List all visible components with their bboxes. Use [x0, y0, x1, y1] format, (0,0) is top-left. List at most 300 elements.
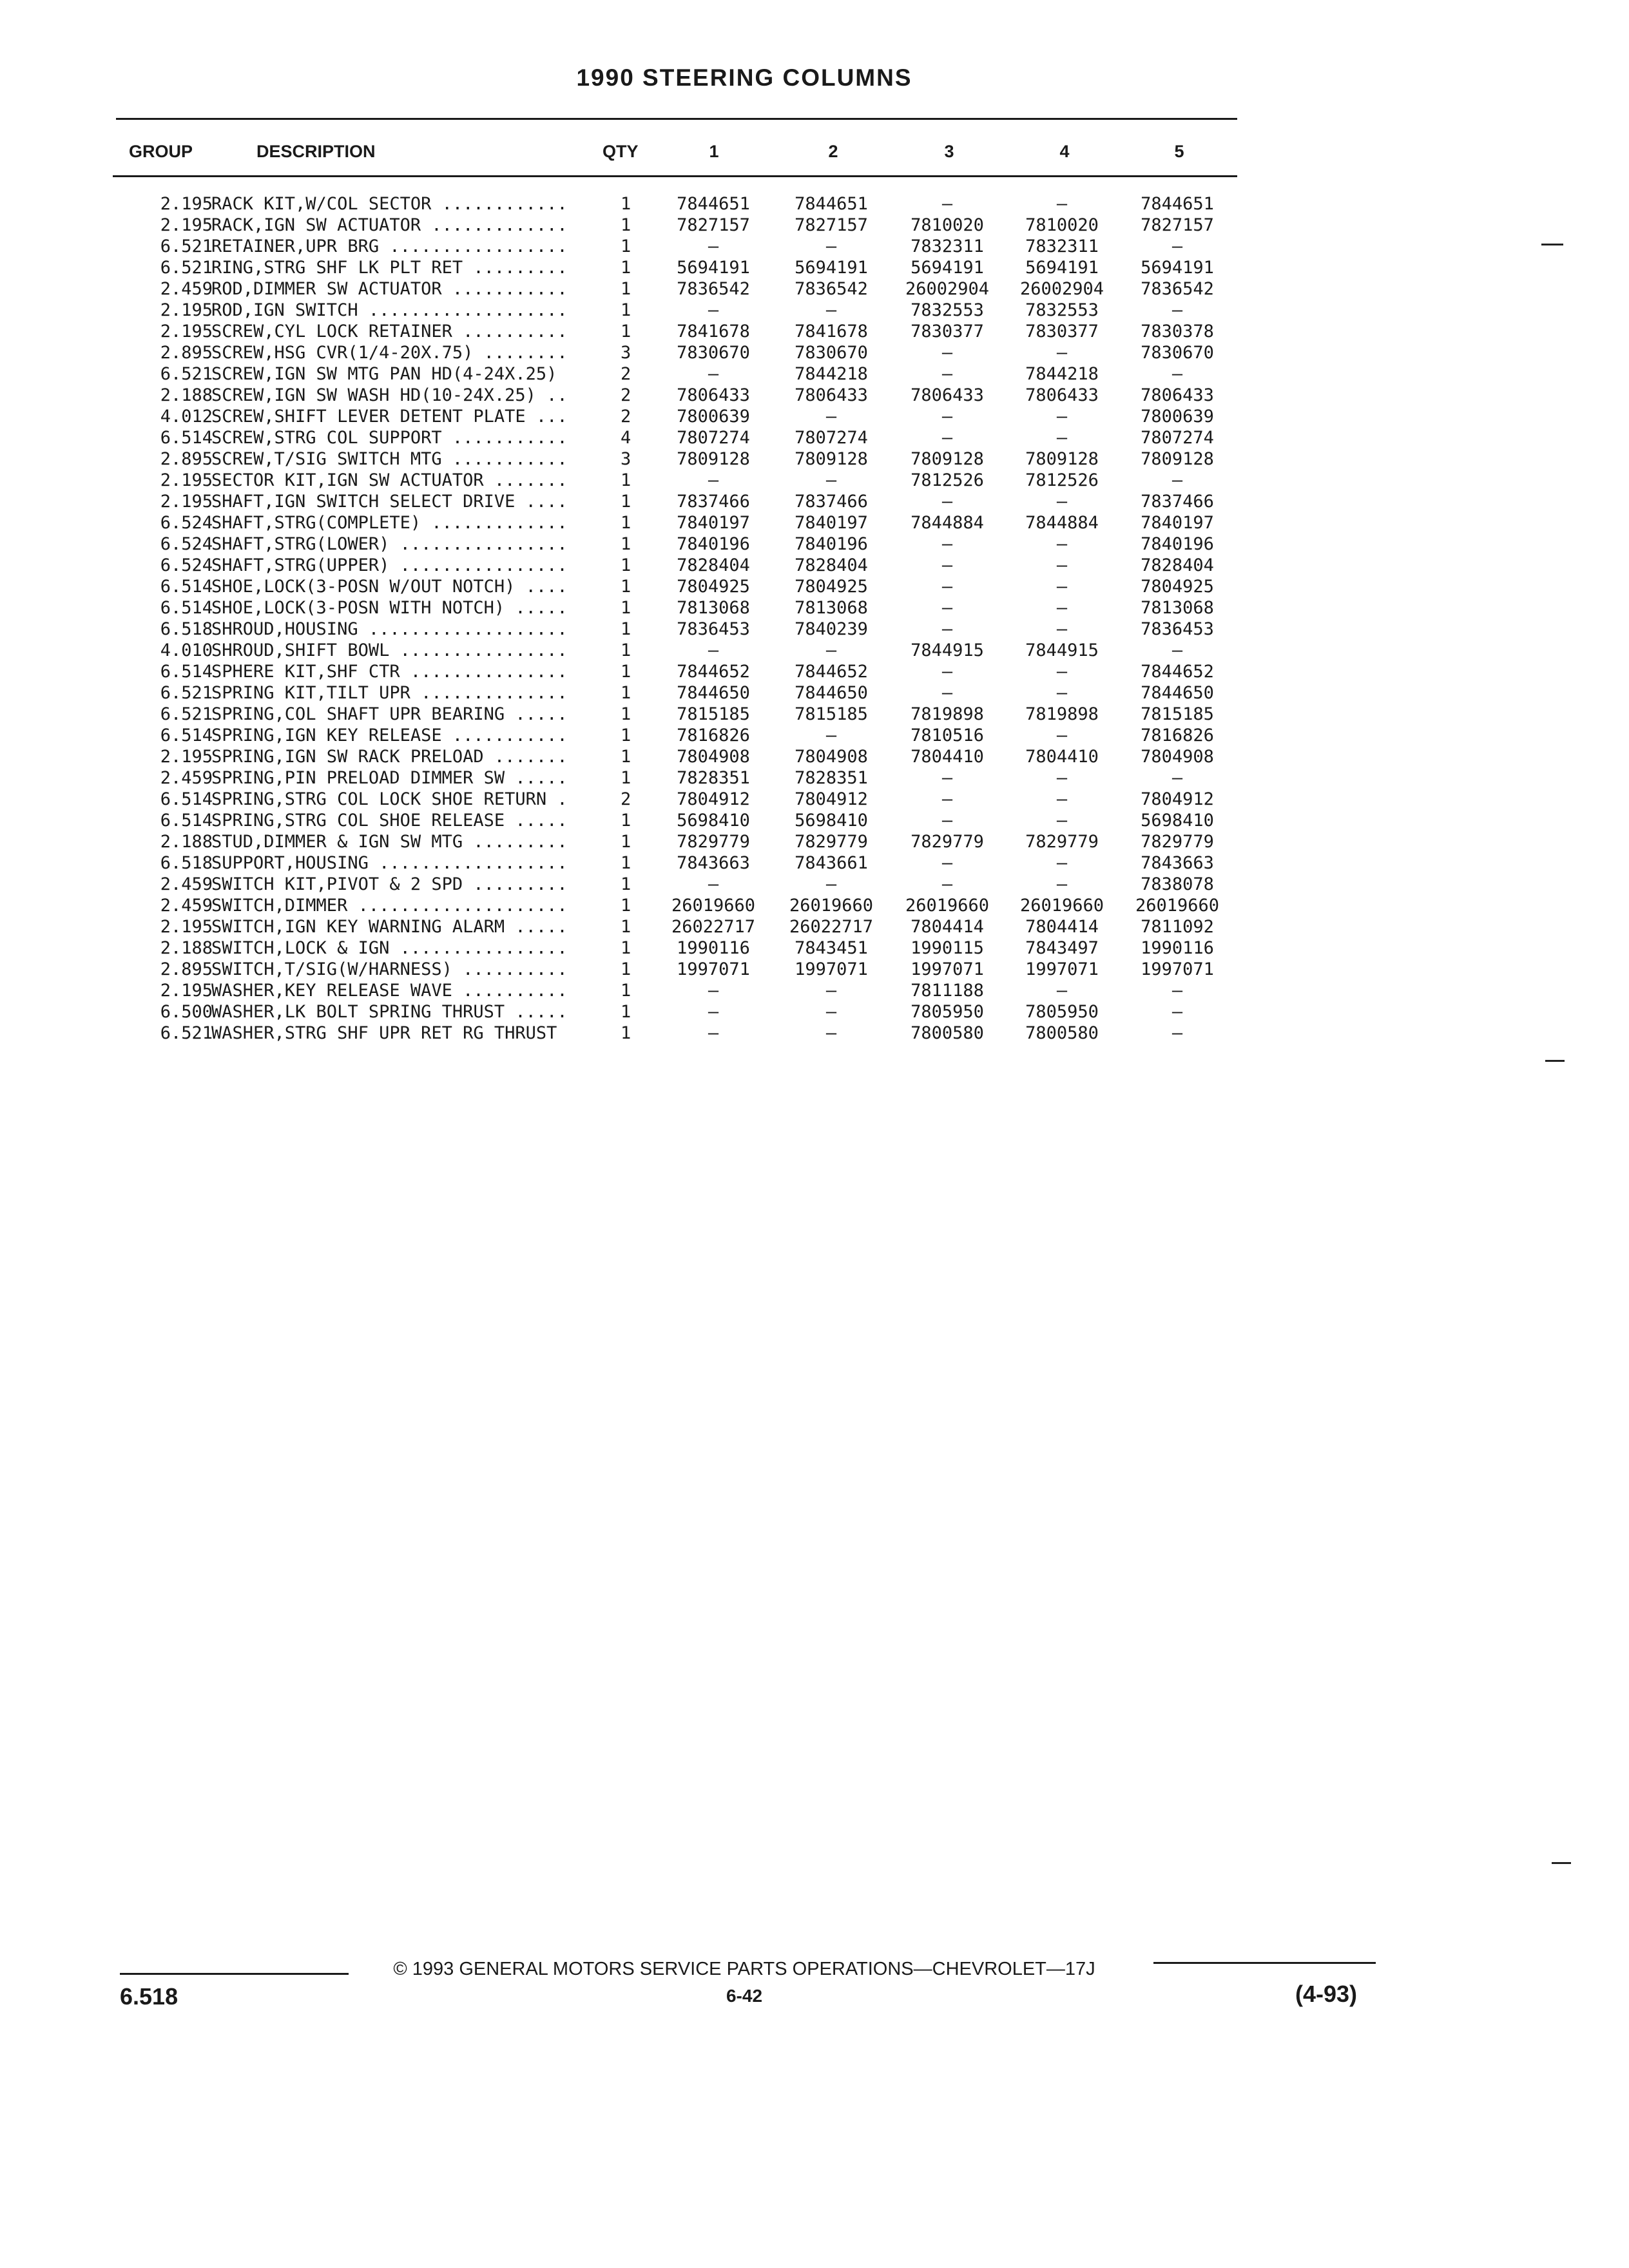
- part-number-col-2: 7807274: [795, 428, 868, 448]
- qty-cell: 1: [621, 470, 631, 490]
- part-number-col-1: —: [708, 981, 719, 1001]
- part-number-col-2: 7841678: [795, 322, 868, 341]
- group-cell: 6.514: [160, 789, 213, 809]
- part-number-col-1: 7815185: [677, 704, 750, 724]
- group-cell: 6.521: [160, 364, 213, 384]
- part-number-col-3: —: [941, 577, 953, 597]
- part-number-col-2: —: [825, 874, 837, 894]
- part-number-col-2: —: [825, 407, 837, 427]
- part-number-col-4: —: [1056, 683, 1068, 703]
- qty-cell: 2: [621, 407, 631, 427]
- margin-mark: [1552, 1862, 1571, 1864]
- table-row: [0, 1023, 1289, 1044]
- description-cell: SUPPORT,HOUSING ..................: [211, 853, 568, 873]
- group-cell: 2.195: [160, 492, 213, 512]
- part-number-col-4: —: [1056, 598, 1068, 618]
- part-number-col-2: 7844218: [795, 364, 868, 384]
- description-cell: SPRING,STRG COL SHOE RELEASE .....: [211, 811, 568, 831]
- qty-cell: 1: [621, 896, 631, 916]
- description-cell: SPRING,COL SHAFT UPR BEARING .....: [211, 704, 568, 724]
- qty-cell: 1: [621, 683, 631, 703]
- part-number-col-2: —: [825, 1023, 837, 1043]
- part-number-col-1: 7806433: [677, 385, 750, 405]
- part-number-col-1: 7807274: [677, 428, 750, 448]
- part-number-col-3: 7844915: [911, 640, 984, 660]
- part-number-col-4: —: [1056, 194, 1068, 214]
- qty-cell: 1: [621, 279, 631, 299]
- description-cell: SECTOR KIT,IGN SW ACTUATOR .......: [211, 470, 568, 490]
- table-row: [0, 937, 1289, 959]
- part-number-col-1: —: [708, 1002, 719, 1022]
- part-number-col-4: 7809128: [1025, 449, 1099, 469]
- qty-cell: 1: [621, 704, 631, 724]
- table-row: [0, 619, 1289, 640]
- description-cell: SPRING,IGN SW RACK PRELOAD .......: [211, 747, 568, 767]
- table-row: [0, 300, 1289, 321]
- table-row: [0, 448, 1289, 470]
- part-number-col-5: —: [1171, 1002, 1183, 1022]
- part-number-col-4: 5694191: [1025, 258, 1099, 278]
- part-number-col-1: 7840197: [677, 513, 750, 533]
- qty-cell: 2: [621, 789, 631, 809]
- group-cell: 6.521: [160, 704, 213, 724]
- part-number-col-1: 7844651: [677, 194, 750, 214]
- description-cell: SWITCH,LOCK & IGN ................: [211, 938, 568, 958]
- part-number-col-3: —: [941, 768, 953, 788]
- table-row: [0, 640, 1289, 661]
- part-number-col-4: —: [1056, 577, 1068, 597]
- group-cell: 6.521: [160, 236, 213, 256]
- table-row: [0, 406, 1289, 427]
- part-number-col-4: 7800580: [1025, 1023, 1099, 1043]
- part-number-col-2: 7813068: [795, 598, 868, 618]
- table-row: [0, 916, 1289, 937]
- part-number-col-2: 7843451: [795, 938, 868, 958]
- description-cell: STUD,DIMMER & IGN SW MTG .........: [211, 832, 568, 852]
- part-number-col-3: —: [941, 789, 953, 809]
- part-number-col-5: 7806433: [1141, 385, 1214, 405]
- part-number-col-3: —: [941, 343, 953, 363]
- qty-cell: 1: [621, 959, 631, 979]
- table-row: [0, 491, 1289, 512]
- part-number-col-1: 7804912: [677, 789, 750, 809]
- part-number-col-3: —: [941, 853, 953, 873]
- table-row: [0, 278, 1289, 300]
- part-number-col-2: 7844652: [795, 662, 868, 682]
- group-cell: 6.514: [160, 577, 213, 597]
- part-number-col-1: 7804925: [677, 577, 750, 597]
- part-number-col-4: 7819898: [1025, 704, 1099, 724]
- part-number-col-2: —: [825, 640, 837, 660]
- part-number-col-5: 5698410: [1141, 811, 1214, 831]
- qty-cell: 1: [621, 236, 631, 256]
- part-number-col-3: —: [941, 662, 953, 682]
- part-number-col-1: 7829779: [677, 832, 750, 852]
- qty-cell: 1: [621, 555, 631, 575]
- table-row: [0, 831, 1289, 852]
- description-cell: SHAFT,IGN SWITCH SELECT DRIVE ....: [211, 492, 568, 512]
- part-number-col-5: 26019660: [1135, 896, 1220, 916]
- qty-cell: 2: [621, 385, 631, 405]
- header-rule: [113, 175, 1237, 177]
- part-number-col-3: —: [941, 683, 953, 703]
- group-cell: 6.524: [160, 555, 213, 575]
- part-number-col-2: 7809128: [795, 449, 868, 469]
- part-number-col-3: —: [941, 811, 953, 831]
- footer-group-code: 6.518: [120, 1983, 178, 2010]
- table-row: [0, 789, 1289, 810]
- group-cell: 6.524: [160, 534, 213, 554]
- description-cell: ROD,IGN SWITCH ...................: [211, 300, 568, 320]
- part-number-col-3: —: [941, 534, 953, 554]
- group-cell: 2.895: [160, 959, 213, 979]
- group-cell: 6.521: [160, 683, 213, 703]
- part-number-col-4: 7844915: [1025, 640, 1099, 660]
- part-number-col-1: 7828351: [677, 768, 750, 788]
- part-number-col-3: 7832553: [911, 300, 984, 320]
- qty-cell: 3: [621, 343, 631, 363]
- part-number-col-5: 7837466: [1141, 492, 1214, 512]
- qty-cell: 1: [621, 662, 631, 682]
- header-col-5: 5: [1174, 142, 1184, 161]
- qty-cell: 1: [621, 534, 631, 554]
- description-cell: SHOE,LOCK(3-POSN WITH NOTCH) .....: [211, 598, 568, 618]
- qty-cell: 1: [621, 619, 631, 639]
- part-number-col-3: 7810516: [911, 726, 984, 745]
- group-cell: 2.459: [160, 874, 213, 894]
- part-number-col-3: —: [941, 619, 953, 639]
- table-row: [0, 1001, 1289, 1023]
- part-number-col-3: 7830377: [911, 322, 984, 341]
- footer-page-number: 6-42: [726, 1986, 763, 2006]
- part-number-col-4: 1997071: [1025, 959, 1099, 979]
- description-cell: SWITCH,IGN KEY WARNING ALARM .....: [211, 917, 568, 937]
- part-number-col-2: 7804908: [795, 747, 868, 767]
- description-cell: SCREW,T/SIG SWITCH MTG ...........: [211, 449, 568, 469]
- margin-mark: [1545, 1060, 1565, 1062]
- part-number-col-1: —: [708, 1023, 719, 1043]
- part-number-col-2: —: [825, 1002, 837, 1022]
- part-number-col-2: 7804912: [795, 789, 868, 809]
- table-row: [0, 852, 1289, 874]
- header-group: GROUP: [129, 142, 193, 161]
- description-cell: SPRING KIT,TILT UPR ..............: [211, 683, 568, 703]
- part-number-col-4: —: [1056, 555, 1068, 575]
- part-number-col-4: 7810020: [1025, 215, 1099, 235]
- table-row: [0, 682, 1289, 704]
- part-number-col-4: 7804410: [1025, 747, 1099, 767]
- qty-cell: 1: [621, 577, 631, 597]
- part-number-col-3: 1990115: [911, 938, 984, 958]
- table-row: [0, 661, 1289, 682]
- part-number-col-3: 7804414: [911, 917, 984, 937]
- qty-cell: 1: [621, 322, 631, 341]
- group-cell: 6.518: [160, 619, 213, 639]
- part-number-col-1: 1997071: [677, 959, 750, 979]
- description-cell: SPRING,PIN PRELOAD DIMMER SW .....: [211, 768, 568, 788]
- qty-cell: 1: [621, 832, 631, 852]
- table-row: [0, 215, 1289, 236]
- group-cell: 2.895: [160, 449, 213, 469]
- part-number-col-5: 7840197: [1141, 513, 1214, 533]
- table-row: [0, 980, 1289, 1001]
- qty-cell: 1: [621, 492, 631, 512]
- header-col-3: 3: [944, 142, 954, 161]
- description-cell: WASHER,LK BOLT SPRING THRUST .....: [211, 1002, 568, 1022]
- part-number-col-1: 7840196: [677, 534, 750, 554]
- page-title: 1990 STEERING COLUMNS: [576, 64, 912, 91]
- part-number-col-5: 7844650: [1141, 683, 1214, 703]
- part-number-col-4: 7843497: [1025, 938, 1099, 958]
- part-number-col-5: 7830670: [1141, 343, 1214, 363]
- description-cell: SCREW,HSG CVR(1/4-20X.75) ........: [211, 343, 568, 363]
- part-number-col-3: —: [941, 407, 953, 427]
- group-cell: 6.524: [160, 513, 213, 533]
- part-number-col-1: 7844650: [677, 683, 750, 703]
- qty-cell: 2: [621, 364, 631, 384]
- part-number-col-2: —: [825, 726, 837, 745]
- group-cell: 6.500: [160, 1002, 213, 1022]
- table-row: [0, 427, 1289, 448]
- part-number-col-5: 7836453: [1141, 619, 1214, 639]
- part-number-col-1: 1990116: [677, 938, 750, 958]
- part-number-col-2: —: [825, 236, 837, 256]
- table-row: [0, 959, 1289, 980]
- part-number-col-2: 7844650: [795, 683, 868, 703]
- description-cell: SHOE,LOCK(3-POSN W/OUT NOTCH) ....: [211, 577, 568, 597]
- group-cell: 4.010: [160, 640, 213, 660]
- part-number-col-4: —: [1056, 768, 1068, 788]
- part-number-col-4: —: [1056, 811, 1068, 831]
- qty-cell: 1: [621, 938, 631, 958]
- table-row: [0, 555, 1289, 576]
- header-col-1: 1: [709, 142, 719, 161]
- part-number-col-3: —: [941, 874, 953, 894]
- part-number-col-5: —: [1171, 470, 1183, 490]
- part-number-col-1: 7804908: [677, 747, 750, 767]
- group-cell: 2.195: [160, 322, 213, 341]
- part-number-col-4: 26019660: [1019, 896, 1104, 916]
- part-number-col-3: 7804410: [911, 747, 984, 767]
- description-cell: WASHER,KEY RELEASE WAVE ..........: [211, 981, 568, 1001]
- part-number-col-5: —: [1171, 300, 1183, 320]
- part-number-col-2: —: [825, 981, 837, 1001]
- part-number-col-1: 5694191: [677, 258, 750, 278]
- part-number-col-4: 7804414: [1025, 917, 1099, 937]
- part-number-col-2: 7829779: [795, 832, 868, 852]
- qty-cell: 1: [621, 513, 631, 533]
- part-number-col-1: 7827157: [677, 215, 750, 235]
- description-cell: RACK KIT,W/COL SECTOR ............: [211, 194, 568, 214]
- part-number-col-4: —: [1056, 492, 1068, 512]
- part-number-col-2: 26019660: [789, 896, 874, 916]
- qty-cell: 1: [621, 598, 631, 618]
- group-cell: 6.521: [160, 258, 213, 278]
- qty-cell: 1: [621, 215, 631, 235]
- table-row: [0, 767, 1289, 789]
- table-row: [0, 193, 1289, 215]
- part-number-col-1: 7836542: [677, 279, 750, 299]
- description-cell: SCREW,STRG COL SUPPORT ...........: [211, 428, 568, 448]
- group-cell: 2.195: [160, 194, 213, 214]
- qty-cell: 1: [621, 1002, 631, 1022]
- description-cell: SHROUD,SHIFT BOWL ................: [211, 640, 568, 660]
- part-number-col-5: 7844651: [1141, 194, 1214, 214]
- qty-cell: 1: [621, 917, 631, 937]
- part-number-col-1: 7809128: [677, 449, 750, 469]
- part-number-col-4: —: [1056, 981, 1068, 1001]
- part-number-col-2: —: [825, 470, 837, 490]
- table-row: [0, 470, 1289, 491]
- group-cell: 6.514: [160, 598, 213, 618]
- part-number-col-3: 7805950: [911, 1002, 984, 1022]
- part-number-col-3: 7812526: [911, 470, 984, 490]
- description-cell: SCREW,IGN SW WASH HD(10-24X.25) ..: [211, 385, 568, 405]
- qty-cell: 1: [621, 300, 631, 320]
- group-cell: 2.195: [160, 470, 213, 490]
- part-number-col-4: 7812526: [1025, 470, 1099, 490]
- part-number-col-1: 7816826: [677, 726, 750, 745]
- part-number-col-1: 7837466: [677, 492, 750, 512]
- header-col-2: 2: [828, 142, 838, 161]
- qty-cell: 1: [621, 768, 631, 788]
- group-cell: 2.188: [160, 832, 213, 852]
- part-number-col-5: 7811092: [1141, 917, 1214, 937]
- part-number-col-5: 7800639: [1141, 407, 1214, 427]
- part-number-col-1: —: [708, 874, 719, 894]
- qty-cell: 1: [621, 726, 631, 745]
- part-number-col-1: —: [708, 236, 719, 256]
- part-number-col-1: 7830670: [677, 343, 750, 363]
- table-row: [0, 512, 1289, 533]
- header-col-4: 4: [1059, 142, 1070, 161]
- qty-cell: 1: [621, 853, 631, 873]
- part-number-col-1: 7828404: [677, 555, 750, 575]
- header-qty: QTY: [602, 142, 639, 161]
- part-number-col-3: 5694191: [911, 258, 984, 278]
- part-number-col-5: 7804912: [1141, 789, 1214, 809]
- qty-cell: 4: [621, 428, 631, 448]
- part-number-col-1: 26019660: [671, 896, 756, 916]
- header-description: DESCRIPTION: [256, 142, 376, 161]
- table-row: [0, 533, 1289, 555]
- part-number-col-5: 7828404: [1141, 555, 1214, 575]
- group-cell: 2.188: [160, 938, 213, 958]
- part-number-col-2: 5698410: [795, 811, 868, 831]
- part-number-col-3: 26019660: [905, 896, 990, 916]
- part-number-col-3: 7811188: [911, 981, 984, 1001]
- part-number-col-5: 7836542: [1141, 279, 1214, 299]
- part-number-col-2: 7830670: [795, 343, 868, 363]
- part-number-col-3: —: [941, 194, 953, 214]
- part-number-col-5: —: [1171, 768, 1183, 788]
- description-cell: RETAINER,UPR BRG .................: [211, 236, 568, 256]
- part-number-col-3: —: [941, 492, 953, 512]
- part-number-col-5: 7809128: [1141, 449, 1214, 469]
- group-cell: 6.514: [160, 726, 213, 745]
- part-number-col-3: 7832311: [911, 236, 984, 256]
- part-number-col-3: —: [941, 555, 953, 575]
- part-number-col-2: 7844651: [795, 194, 868, 214]
- description-cell: RACK,IGN SW ACTUATOR .............: [211, 215, 568, 235]
- qty-cell: 3: [621, 449, 631, 469]
- part-number-col-2: 7843661: [795, 853, 868, 873]
- part-number-col-2: 26022717: [789, 917, 874, 937]
- part-number-col-5: 1990116: [1141, 938, 1214, 958]
- table-row: [0, 895, 1289, 916]
- part-number-col-1: 7844652: [677, 662, 750, 682]
- qty-cell: 1: [621, 1023, 631, 1043]
- description-cell: SHROUD,HOUSING ...................: [211, 619, 568, 639]
- part-number-col-5: —: [1171, 640, 1183, 660]
- table-row: [0, 576, 1289, 597]
- part-number-col-5: 7815185: [1141, 704, 1214, 724]
- group-cell: 2.195: [160, 917, 213, 937]
- part-number-col-2: 7815185: [795, 704, 868, 724]
- description-cell: ROD,DIMMER SW ACTUATOR ...........: [211, 279, 568, 299]
- part-number-col-3: 7806433: [911, 385, 984, 405]
- group-cell: 2.459: [160, 279, 213, 299]
- footer-copyright: © 1993 GENERAL MOTORS SERVICE PARTS OPERATIONS—CHEVROLET—17J: [393, 1959, 1095, 1979]
- part-number-col-5: 7838078: [1141, 874, 1214, 894]
- group-cell: 2.188: [160, 385, 213, 405]
- table-row: [0, 810, 1289, 831]
- part-number-col-4: —: [1056, 428, 1068, 448]
- part-number-col-3: 7819898: [911, 704, 984, 724]
- table-row: [0, 321, 1289, 342]
- description-cell: RING,STRG SHF LK PLT RET .........: [211, 258, 568, 278]
- part-number-col-3: 7810020: [911, 215, 984, 235]
- description-cell: SPRING,IGN KEY RELEASE ...........: [211, 726, 568, 745]
- part-number-col-4: —: [1056, 534, 1068, 554]
- table-row: [0, 746, 1289, 767]
- part-number-col-5: —: [1171, 364, 1183, 384]
- group-cell: 4.012: [160, 407, 213, 427]
- part-number-col-4: 7832553: [1025, 300, 1099, 320]
- part-number-col-4: —: [1056, 662, 1068, 682]
- description-cell: SCREW,SHIFT LEVER DETENT PLATE ...: [211, 407, 568, 427]
- part-number-col-3: 26002904: [905, 279, 990, 299]
- table-row: [0, 363, 1289, 385]
- part-number-col-4: —: [1056, 789, 1068, 809]
- part-number-col-1: 26022717: [671, 917, 756, 937]
- table-row: [0, 725, 1289, 746]
- description-cell: SCREW,CYL LOCK RETAINER ..........: [211, 322, 568, 341]
- qty-cell: 1: [621, 811, 631, 831]
- part-number-col-4: 7844218: [1025, 364, 1099, 384]
- footer-revision: (4-93): [1295, 1981, 1358, 2007]
- part-number-col-4: 7806433: [1025, 385, 1099, 405]
- group-cell: 2.895: [160, 343, 213, 363]
- part-number-col-4: —: [1056, 874, 1068, 894]
- group-cell: 2.459: [160, 768, 213, 788]
- part-number-col-4: —: [1056, 407, 1068, 427]
- part-number-col-3: 7800580: [911, 1023, 984, 1043]
- part-number-col-4: —: [1056, 853, 1068, 873]
- part-number-col-1: 7843663: [677, 853, 750, 873]
- group-cell: 6.518: [160, 853, 213, 873]
- part-number-col-3: 7844884: [911, 513, 984, 533]
- part-number-col-5: 1997071: [1141, 959, 1214, 979]
- part-number-col-5: 7804908: [1141, 747, 1214, 767]
- description-cell: SHAFT,STRG(COMPLETE) .............: [211, 513, 568, 533]
- part-number-col-1: 7836453: [677, 619, 750, 639]
- part-number-col-4: 26002904: [1019, 279, 1104, 299]
- description-cell: SPRING,STRG COL LOCK SHOE RETURN .: [211, 789, 568, 809]
- part-number-col-5: —: [1171, 236, 1183, 256]
- part-number-col-5: 7804925: [1141, 577, 1214, 597]
- part-number-col-2: 7804925: [795, 577, 868, 597]
